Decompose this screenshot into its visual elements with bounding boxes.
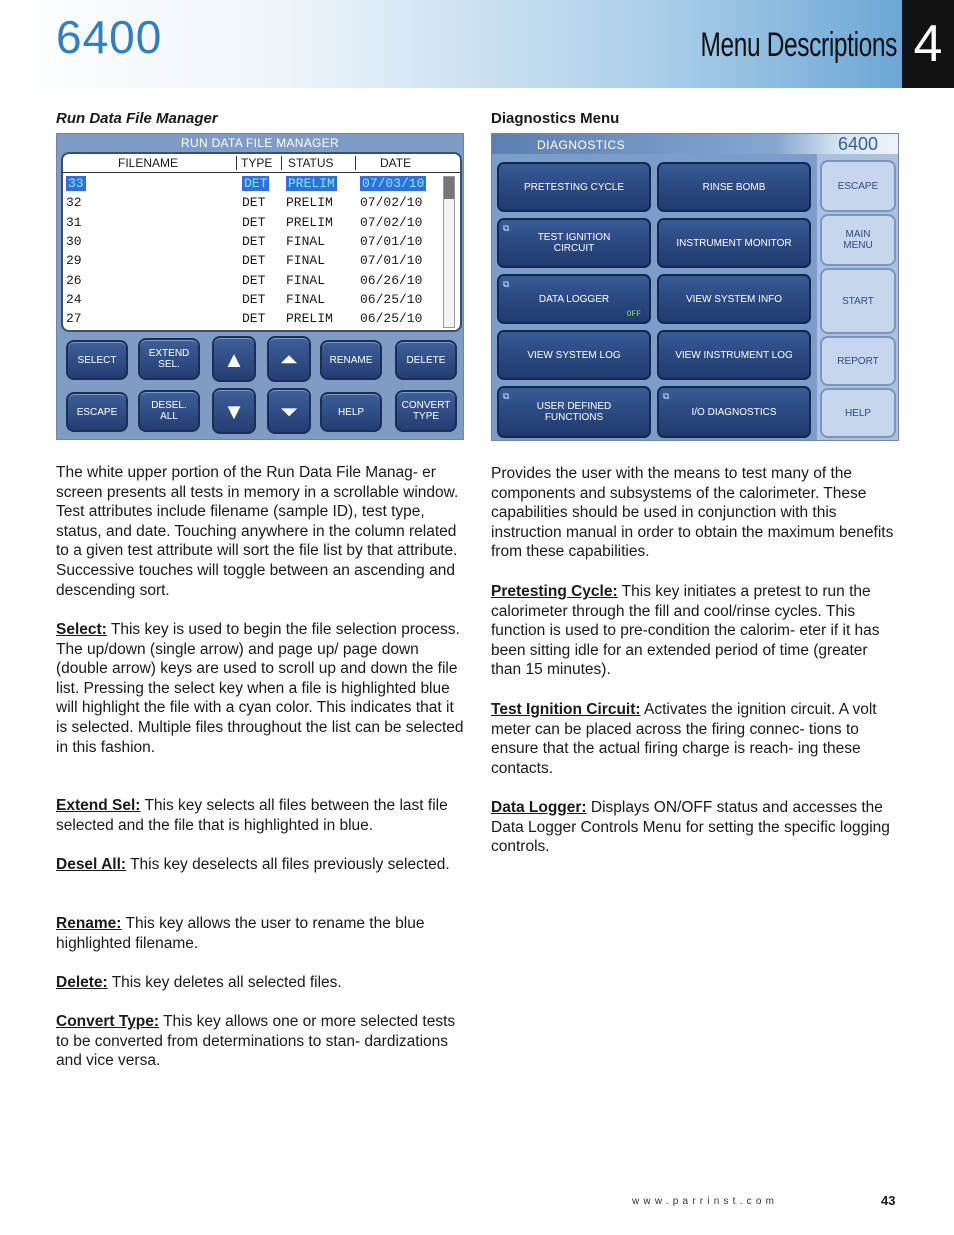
cell-type: DET	[242, 272, 266, 288]
convert-label-2: TYPE	[412, 411, 440, 422]
cell-date: 06/25/10	[360, 311, 423, 327]
rinse-bomb-button[interactable]	[657, 162, 811, 212]
cell-type: DET	[242, 195, 266, 211]
description-text: This key deletes all selected files.	[107, 974, 342, 991]
file-list-scrollbar[interactable]	[443, 176, 455, 328]
select-button[interactable]	[66, 340, 128, 380]
rdfm-intro: The white upper portion of the Run Data File Manag- er screen presents all tests in memory in a scrollable window. Test attributes include filename (sample ID), test type, status, and date. Touching anywhere in the column related to a given test attribute will sort the file list by that attribute. Successive touches will toggle between an ascending and descending sort.	[56, 464, 459, 599]
description-text: This key allows one or more selected tests to be converted from determinations to stan- dardizations and vice versa.	[56, 1013, 456, 1070]
help-label: HELP	[337, 406, 365, 418]
diag-help-button[interactable]	[820, 388, 896, 438]
view-system-info-button[interactable]	[657, 274, 811, 324]
cell-type: DET	[244, 176, 268, 191]
cell-filename: 31	[66, 214, 82, 230]
description-item	[56, 914, 464, 953]
col-type[interactable]: TYPE	[236, 156, 272, 170]
cell-type: DET	[242, 291, 266, 307]
cell-date: 07/02/10	[360, 214, 423, 230]
escape-button[interactable]	[66, 392, 128, 432]
instrument-monitor-button[interactable]	[657, 218, 811, 268]
page-header	[0, 0, 954, 88]
diag-help-label: HELP	[844, 407, 872, 419]
run-data-file-manager-screen	[56, 133, 464, 440]
cell-status: PRELIM	[286, 214, 333, 230]
user-defined-functions-button[interactable]	[497, 386, 651, 438]
cell-type: DET	[242, 214, 266, 230]
diag-escape-label: ESCAPE	[837, 180, 879, 192]
double-up-arrow-icon: ⏶	[280, 346, 298, 372]
ignition-label-1: TEST IGNITION	[537, 232, 611, 243]
description-text: This key deselects all files previously selected.	[126, 856, 450, 873]
convert-type-button[interactable]	[395, 390, 457, 432]
select-label: SELECT	[77, 354, 117, 366]
desel-label-2: ALL	[160, 411, 178, 422]
model-number: 6400	[56, 11, 163, 63]
escape-label: ESCAPE	[76, 406, 118, 418]
screen-title: RUN DATA FILE MANAGER	[181, 136, 339, 150]
cell-type: DET	[242, 311, 266, 327]
cell-status: FINAL	[286, 272, 326, 288]
cell-filename: 32	[66, 195, 82, 211]
sysinfo-label: VIEW SYSTEM INFO	[685, 293, 783, 305]
description-text: This key allows the user to rename the blue highlighted filename.	[56, 915, 425, 952]
diag-side-pane	[817, 154, 898, 440]
description-item	[56, 855, 464, 875]
start-button[interactable]	[820, 268, 896, 334]
description-term: Select:	[56, 621, 107, 638]
view-instrument-log-button[interactable]	[657, 330, 811, 380]
file-list[interactable]	[61, 152, 462, 332]
main-label-1: MAIN	[845, 229, 871, 240]
description-text: This key is used to begin the file selection process. The up/down (single arrow) and page up/ page down (double arrow) keys are used to scroll up and down the file list. Pressing the select key when a file is highlighted blue will highlight the file with a cyan color. This indicates that it is selected. Multiple files throughout the list can be selected in this fashion.	[56, 621, 464, 756]
cell-type: DET	[242, 253, 266, 269]
diag-escape-button[interactable]	[820, 160, 896, 212]
cell-filename: 29	[66, 253, 82, 269]
cell-date: 07/01/10	[360, 233, 423, 249]
cell-status: FINAL	[286, 291, 326, 307]
delete-label: DELETE	[406, 354, 446, 366]
double-down-arrow-icon: ⏷	[280, 398, 298, 424]
cell-status: PRELIM	[286, 195, 333, 211]
cell-date: 06/25/10	[360, 291, 423, 307]
submenu-icon: ⧉	[503, 391, 510, 401]
footer-url: www.parrinst.com	[632, 1196, 779, 1207]
up-arrow-icon: ▲	[223, 346, 245, 372]
table-row[interactable]	[63, 233, 443, 252]
report-label: REPORT	[837, 355, 879, 367]
monitor-label: INSTRUMENT MONITOR	[676, 237, 792, 249]
chapter-number: 4	[902, 0, 954, 88]
cell-status: FINAL	[286, 233, 326, 249]
logger-label: DATA LOGGER	[538, 293, 610, 305]
col-status[interactable]: STATUS	[281, 156, 334, 170]
down-arrow-icon: ▼	[223, 398, 245, 424]
description-item	[491, 582, 901, 680]
instlog-label: VIEW INSTRUMENT LOG	[675, 349, 793, 361]
rinse-label: RINSE BOMB	[702, 181, 766, 193]
description-term: Desel All:	[56, 856, 127, 873]
rename-label: RENAME	[329, 354, 373, 366]
userdef-label-2: FUNCTIONS	[544, 412, 604, 423]
section-title: Menu Descriptions	[700, 26, 897, 64]
cell-date: 07/02/10	[360, 195, 423, 211]
run-data-caption: Run Data File Manager	[56, 110, 218, 127]
desel-label-1: DESEL.	[151, 400, 187, 411]
cell-filename: 33	[68, 176, 84, 191]
cell-date: 07/03/10	[362, 176, 425, 191]
diag-button-pane	[492, 154, 817, 440]
diag-titlebar	[492, 134, 898, 154]
view-system-log-button[interactable]	[497, 330, 651, 380]
cell-status: PRELIM	[288, 176, 335, 191]
cell-status: FINAL	[286, 253, 326, 269]
cell-filename: 30	[66, 233, 82, 249]
io-label: I/O DIAGNOSTICS	[691, 406, 777, 418]
description-term: Extend Sel:	[56, 797, 141, 814]
col-filename[interactable]: FILENAME	[118, 156, 179, 170]
cell-filename: 26	[66, 272, 82, 288]
logger-status: OFF	[626, 310, 641, 319]
extend-label-1: EXTEND	[148, 348, 190, 359]
description-text: This key selects all files between the last file selected and the file that is highlighted in blue.	[56, 797, 448, 834]
diag-model: 6400	[837, 134, 878, 154]
main-menu-button[interactable]	[820, 214, 896, 266]
description-term: Delete:	[56, 974, 108, 991]
page-number: 43	[881, 1193, 896, 1208]
cell-filename: 24	[66, 291, 82, 307]
cell-date: 06/26/10	[360, 272, 423, 288]
cell-filename: 27	[66, 311, 82, 327]
diagnostics-screen	[491, 133, 899, 441]
description-item	[56, 973, 464, 993]
scroll-down-button[interactable]	[212, 388, 256, 434]
table-row[interactable]	[63, 310, 443, 329]
diag-intro: Provides the user with the means to test many of the components and subsystems of the calorimeter. These capabilities should be used in conjunction with this instruction manual in order to obtain the maximum benefits from these capabilities.	[491, 465, 894, 561]
test-ignition-circuit-button[interactable]	[497, 218, 651, 268]
description-text: This key initiates a pretest to run the calorimeter through the fill and cool/rinse cycles. This function is used to pre-condition the calorim- eter if it has been sitting idle for an extended period of time (greater than 15 minutes).	[491, 583, 880, 679]
table-row[interactable]	[63, 214, 443, 233]
description-term: Pretesting Cycle:	[491, 583, 618, 600]
table-row[interactable]	[63, 175, 443, 194]
main-label-2: MENU	[843, 240, 873, 251]
table-row[interactable]	[63, 291, 443, 310]
description-term: Rename:	[56, 915, 122, 932]
io-diagnostics-button[interactable]	[657, 386, 811, 438]
table-row[interactable]	[63, 252, 443, 271]
description-text: Displays ON/OFF status and accesses the Data Logger Controls Menu for setting the specific logging controls.	[491, 799, 890, 856]
description-term: Convert Type:	[56, 1013, 160, 1030]
delete-button[interactable]	[395, 340, 457, 380]
start-label: START	[842, 295, 874, 307]
page-down-button[interactable]	[267, 388, 311, 434]
help-button[interactable]	[320, 392, 382, 432]
cell-status: PRELIM	[286, 311, 333, 327]
desel-all-button[interactable]	[138, 390, 200, 432]
userdef-label-1: USER DEFINED	[536, 401, 612, 412]
submenu-icon: ⧉	[663, 391, 670, 401]
ignition-label-2: CIRCUIT	[553, 243, 595, 254]
extend-sel-button[interactable]	[138, 338, 200, 380]
scroll-up-button[interactable]	[212, 336, 256, 382]
convert-label-1: CONVERT	[401, 400, 451, 411]
diag-title: DIAGNOSTICS	[537, 138, 626, 152]
description-item	[56, 1012, 464, 1071]
description-item	[491, 798, 901, 857]
rename-button[interactable]	[320, 340, 382, 380]
submenu-icon: ⧉	[503, 223, 510, 233]
submenu-icon: ⧉	[503, 279, 510, 289]
extend-label-2: SEL.	[158, 359, 180, 370]
diagnostics-caption: Diagnostics Menu	[491, 110, 620, 127]
cell-type: DET	[242, 233, 266, 249]
description-item	[56, 796, 464, 835]
report-button[interactable]	[820, 336, 896, 386]
pretesting-label: PRETESTING CYCLE	[523, 181, 625, 193]
page-up-button[interactable]	[267, 336, 311, 382]
cell-date: 07/01/10	[360, 253, 423, 269]
description-item	[56, 620, 464, 757]
description-item	[491, 700, 901, 778]
table-row[interactable]	[63, 194, 443, 213]
syslog-label: VIEW SYSTEM LOG	[527, 349, 621, 361]
table-row[interactable]	[63, 272, 443, 291]
description-term: Data Logger:	[491, 799, 587, 816]
file-list-header	[63, 154, 460, 173]
data-logger-button[interactable]	[497, 274, 651, 324]
scroll-thumb[interactable]	[444, 177, 454, 199]
description-term: Test Ignition Circuit:	[491, 701, 641, 718]
pretesting-cycle-button[interactable]	[497, 162, 651, 212]
description-text: Activates the ignition circuit. A volt meter can be placed across the firing connec- tions to ensure that the actual firing charge is reach- ing these contacts.	[491, 701, 877, 777]
col-date[interactable]: DATE	[355, 156, 411, 170]
